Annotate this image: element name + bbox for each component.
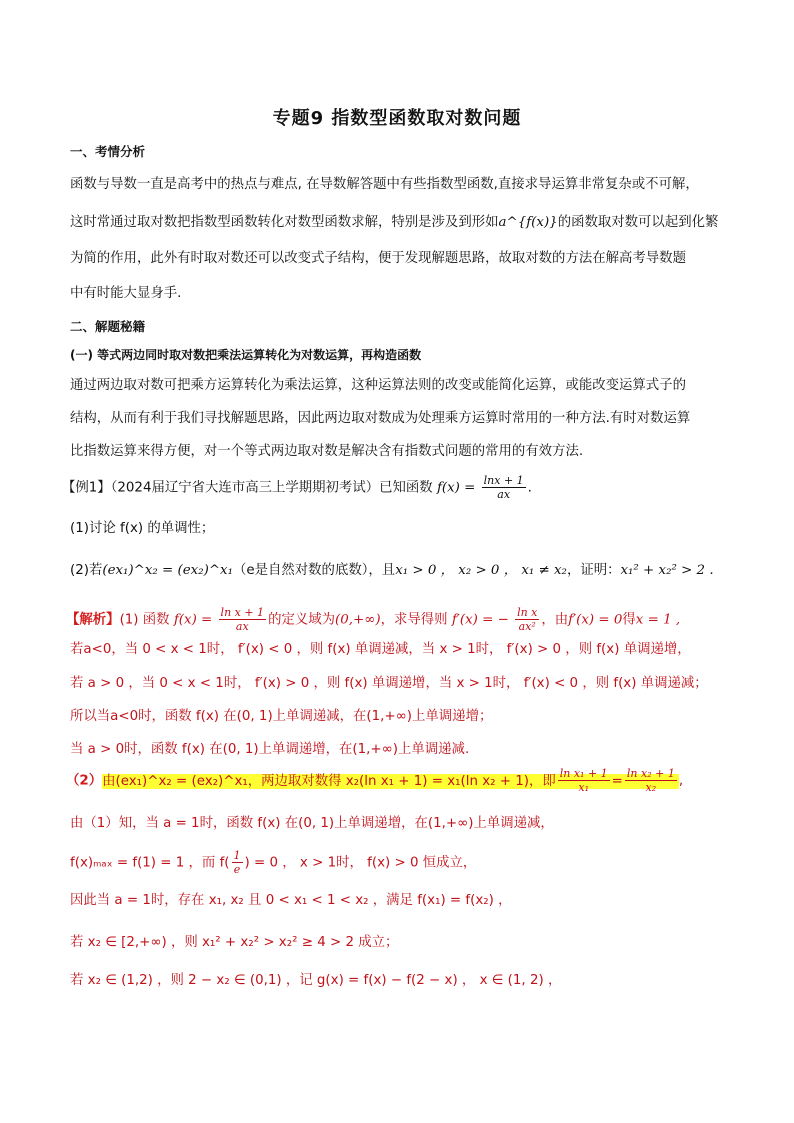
solution-line-11: 若 x₂ ∈ (1,2) ，则 2 − x₂ ∈ (0,1) ，记 g(x) = f(x) − f(2 − x) ， x ∈ (1, 2) ， bbox=[70, 973, 562, 988]
paragraph-line: 中有时能大显身手. bbox=[70, 286, 182, 301]
fraction-numerator: lnx + 1 bbox=[483, 474, 524, 487]
solution-fraction bbox=[515, 606, 539, 633]
solution-text: f(x)ₘₐₓ = f(1) = 1 ，而 f( bbox=[70, 855, 230, 871]
example-statement bbox=[62, 474, 532, 501]
paragraph-line: 结构，从而有利于我们寻找解题思路，因此两边取对数成为处理乘方运算时常用的一种方法.有时对数运算 bbox=[70, 411, 691, 426]
solution-text: ，由 bbox=[541, 612, 569, 628]
solution-line-7: 由（1）知，当 a = 1时，函数 f(x) 在(0, 1)上单调递增，在(1,+∞)上单调递减， bbox=[70, 816, 554, 831]
highlighted-text: 由(ex₁)^x₂ = (ex₂)^x₁，两边取对数得 x₂(ln x₁ + 1) = x₁(ln x₂ + 1)，即 bbox=[102, 773, 556, 789]
solution-text: (1) 函数 bbox=[119, 612, 170, 628]
solution-fraction bbox=[232, 849, 243, 876]
paragraph-line bbox=[70, 214, 718, 232]
question-2-note: （e是自然对数的底数），且 bbox=[232, 563, 396, 578]
question-2-prove: ，证明： bbox=[566, 563, 621, 578]
example-source: （2024届辽宁省大连市高三上学期期初考试）已知函数 bbox=[110, 480, 433, 496]
solution-text: , bbox=[678, 773, 684, 789]
solution-derivative: f′(x) = − bbox=[451, 612, 509, 628]
solution-text: ，求导得则 bbox=[380, 612, 448, 628]
solution-line-2: 若a<0，当 0 < x < 1时， f′(x) < 0 ，则 f(x) 单调递减，当 x > 1时， f′(x) > 0 ，则 f(x) 单调递增， bbox=[70, 642, 691, 657]
formula-a-power-fx: a^{f(x)} bbox=[498, 215, 558, 230]
example-label: 【例1】 bbox=[62, 480, 111, 496]
page-title: 专题9 指数型函数取对数问题 bbox=[272, 108, 522, 129]
highlighted-derivation bbox=[102, 767, 679, 794]
example-end: . bbox=[527, 480, 532, 496]
solution-text: 的定义域为 bbox=[268, 612, 336, 628]
solution-line-10: 若 x₂ ∈ [2,+∞) ，则 x₁² + x₂² > x₂² ≥ 4 > 2 成立； bbox=[70, 935, 399, 950]
fraction-numerator: ln x + 1 bbox=[220, 606, 265, 619]
solution-line-6 bbox=[66, 767, 683, 794]
example-func: f(x) = bbox=[436, 480, 476, 496]
paragraph-line: 通过两边取对数可把乘方运算转化为乘法运算，这种运算法则的改变或能简化运算，或能改变运算式子的 bbox=[70, 378, 686, 393]
fraction-numerator: ln x₁ + 1 bbox=[559, 767, 608, 780]
paragraph-line: 为简的作用，此外有时取对数还可以改变式子结构，便于发现解题思路，故取对数的方法在解高考导数题 bbox=[70, 251, 686, 266]
solution-fraction bbox=[558, 767, 610, 794]
solution-text: ) = 0 ， x > 1时， f(x) > 0 恒成立， bbox=[244, 855, 477, 871]
subsection-heading: (一) 等式两边同时取对数把乘法运算转化为对数运算，再构造函数 bbox=[70, 348, 422, 362]
solution-text: 得 bbox=[622, 612, 636, 628]
fraction-denominator: ax bbox=[235, 620, 249, 633]
solution-line-3: 若 a > 0 ，当 0 < x < 1时， f′(x) > 0 ，则 f(x) 单调递增，当 x > 1时， f′(x) < 0 ，则 f(x) 单调递减； bbox=[70, 676, 708, 691]
fraction-numerator: ln x bbox=[517, 606, 538, 619]
question-2-prefix: (2)若 bbox=[70, 563, 103, 578]
question-2-equation: (ex₁)^x₂ = (ex₂)^x₁ bbox=[102, 563, 233, 578]
solution-line-1 bbox=[66, 606, 680, 633]
equals-sign: = bbox=[611, 773, 623, 789]
solution-line-5: 当 a > 0时，函数 f(x) 在(0, 1)上单调递增，在(1,+∞)上单调递减. bbox=[70, 742, 470, 757]
solution-equation: f′(x) = 0 bbox=[568, 612, 623, 628]
solution-tag: 【解析】 bbox=[66, 612, 120, 628]
solution-line-4: 所以当a<0时，函数 f(x) 在(0, 1)上单调递减，在(1,+∞)上单调递增； bbox=[70, 709, 493, 724]
paragraph-text: 的函数取对数可以起到化繁 bbox=[557, 215, 719, 230]
solution-equation: x = 1 , bbox=[635, 612, 681, 628]
fraction-denominator: x₂ bbox=[645, 781, 657, 794]
question-2-condition: x₁ > 0 ， x₂ > 0 ， x₁ ≠ x₂ bbox=[395, 563, 567, 578]
question-2-goal: x₁² + x₂² > 2 . bbox=[620, 563, 714, 578]
fraction-numerator: 1 bbox=[233, 849, 241, 862]
solution-line-9: 因此当 a = 1时，存在 x₁, x₂ 且 0 < x₁ < 1 < x₂ ，满足 f(x₁) = f(x₂) ， bbox=[70, 893, 512, 908]
section-heading-tips: 二、解题秘籍 bbox=[70, 319, 146, 334]
paragraph-line: 比指数运算来得方便，对一个等式两边取对数是解决含有指数式问题的常用的有效方法. bbox=[70, 444, 584, 459]
example-fraction bbox=[482, 474, 526, 501]
question-2 bbox=[70, 562, 714, 580]
section-heading-analysis: 一、考情分析 bbox=[70, 144, 146, 159]
solution-fraction bbox=[625, 767, 677, 794]
solution-part-2-tag: （2） bbox=[66, 773, 103, 789]
solution-fx: f(x) = bbox=[173, 612, 213, 628]
question-1: (1)讨论 f(x) 的单调性； bbox=[70, 521, 215, 536]
fraction-denominator: e bbox=[233, 863, 241, 876]
fraction-denominator: x₁ bbox=[578, 781, 590, 794]
fraction-denominator: ax² bbox=[518, 620, 536, 633]
paragraph-line: 函数与导数一直是高考中的热点与难点, 在导数解答题中有些指数型函数,直接求导运算非常复杂或不可解， bbox=[70, 177, 699, 192]
paragraph-text: 这时常通过取对数把指数型函数转化对数型函数求解，特别是涉及到形如 bbox=[70, 215, 499, 230]
solution-fraction bbox=[219, 606, 267, 633]
fraction-numerator: ln x₂ + 1 bbox=[626, 767, 675, 780]
solution-domain: (0,+∞) bbox=[335, 612, 381, 628]
solution-line-8 bbox=[70, 849, 476, 876]
fraction-denominator: ax bbox=[497, 488, 511, 501]
